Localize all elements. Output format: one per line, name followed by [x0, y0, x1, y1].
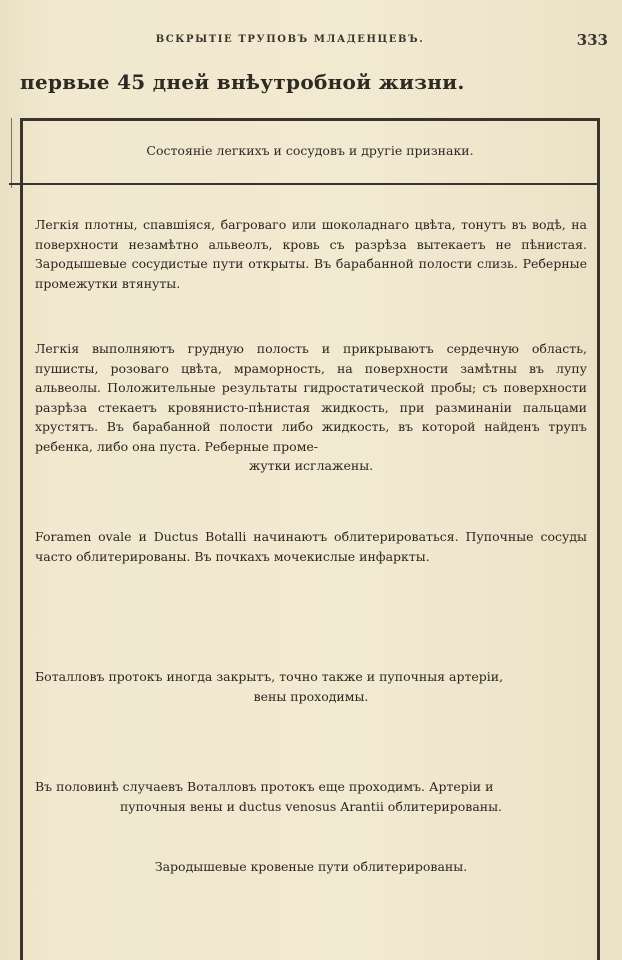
- table-row: [35, 857, 587, 877]
- table-row: [35, 527, 587, 566]
- header-separator: [9, 183, 600, 185]
- row-text: Въ половинѣ случаевъ Воталловъ протокъ еще проходимъ. Артеріи и: [35, 779, 494, 794]
- page-number: 333: [576, 31, 608, 49]
- continuation-heading: первые 45 дней внѣутробной жизни.: [20, 70, 465, 94]
- column-header: Состояніе легкихъ и сосудовъ и другіе признаки.: [146, 143, 474, 158]
- table-row: [35, 215, 587, 293]
- row-last-line: пупочныя вены и ductus venosus Arantii облитерированы.: [119, 798, 503, 814]
- row-last-line: вены проходимы.: [253, 688, 369, 704]
- running-head: [0, 31, 622, 54]
- left-margin-rule: [11, 118, 12, 188]
- table-row: [35, 339, 587, 476]
- row-text: Foramen ovale и Ductus Botalli начинаютъ облитерироваться. Пупочные сосуды часто облитерированы. Въ почкахъ мочекислые инфаркты.: [35, 529, 587, 564]
- table-row: [35, 777, 587, 816]
- table-frame: [20, 118, 600, 960]
- running-title: ВСКРЫТІЕ ТРУПОВЪ МЛАДЕНЦЕВЪ.: [155, 34, 425, 45]
- row-last-line: Зародышевые кровеные пути облитерированы.: [154, 859, 468, 874]
- row-text: Боталловъ протокъ иногда закрытъ, точно также и пупочныя артеріи,: [35, 669, 504, 684]
- table-row: [35, 667, 587, 706]
- row-text: Легкія плотны, спавшіяся, багроваго или шоколаднаго цвѣта, тонутъ въ водѣ, на поверхности незамѣтно альвеолъ, кровь съ разрѣза вытекаетъ не пѣнистая. Зародышевые сосудистые пути открыты. Въ барабанной полости слизь. Реберные промежутки втянуты.: [35, 217, 587, 291]
- row-last-line: жутки исглажены.: [248, 458, 374, 473]
- row-text: Легкія выполняютъ грудную полость и прикрываютъ сердечную область, пушисты, розоваго цвѣта, мраморность, на поверхности замѣтны въ лупу альвеолы. Положительные результаты гидростатической пробы; съ поверхности разрѣза стекаетъ кровянисто-пѣнистая жидкость, при разминаніи пальцами хрустятъ. Въ барабанной полости либо жидкость, въ которой найденъ трупъ ребенка, либо она пуста. Реберные проме-: [35, 341, 587, 454]
